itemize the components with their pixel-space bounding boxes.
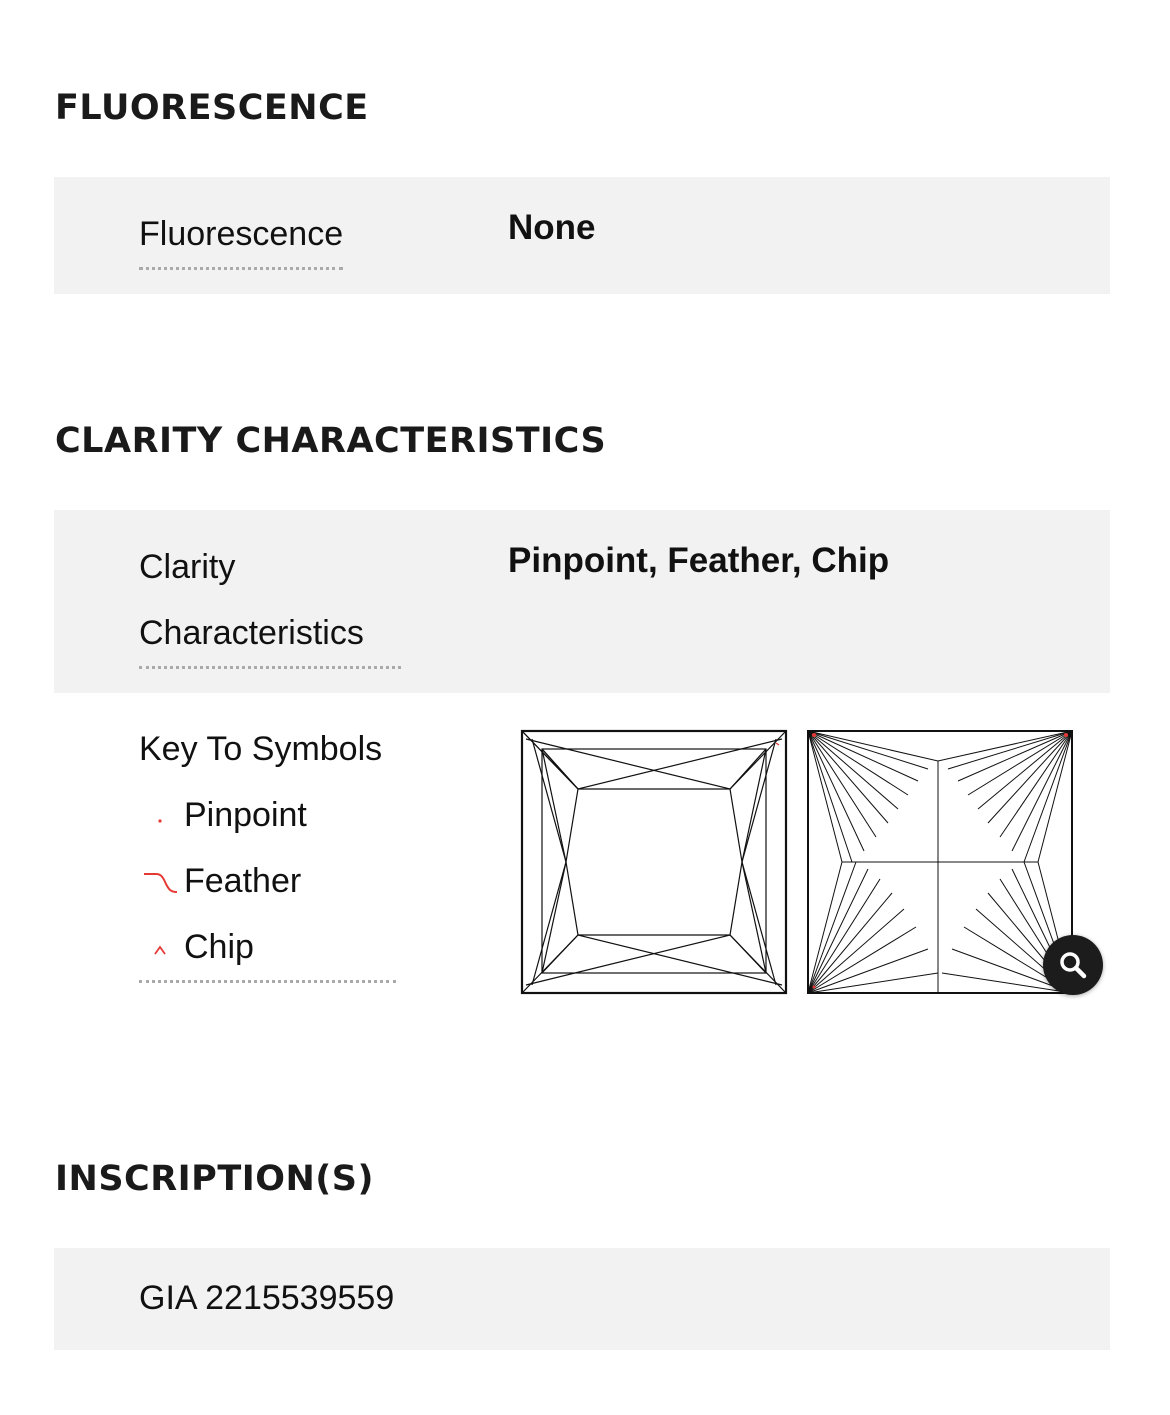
fluorescence-label[interactable]: Fluorescence	[139, 201, 343, 270]
key-label-pinpoint: Pinpoint	[184, 796, 307, 834]
clarity-label-line2: Characteristics	[139, 614, 364, 652]
feather-symbol-icon	[139, 848, 183, 914]
pinpoint-symbol-icon	[139, 782, 183, 848]
key-label-feather: Feather	[184, 862, 302, 900]
key-to-symbols[interactable]	[139, 716, 396, 983]
clarity-characteristics-label[interactable]	[139, 534, 401, 669]
crown-plot-diagram[interactable]	[520, 729, 788, 997]
clarity-section-title: CLARITY CHARACTERISTICS	[55, 421, 607, 461]
fluorescence-section-title: FLUORESCENCE	[55, 88, 369, 128]
zoom-button[interactable]	[1043, 935, 1103, 995]
chip-symbol-icon	[139, 914, 183, 980]
inscription-value: GIA 2215539559	[139, 1279, 395, 1317]
magnifier-icon	[1058, 950, 1088, 980]
key-label-chip: Chip	[184, 928, 254, 966]
key-item-feather	[139, 848, 396, 914]
inscription-row	[54, 1248, 1110, 1350]
inscription-section-title: INSCRIPTION(S)	[55, 1159, 374, 1199]
key-item-chip	[139, 914, 396, 980]
fluorescence-value: None	[508, 208, 596, 247]
key-to-symbols-title: Key To Symbols	[139, 730, 383, 768]
pavilion-plot-diagram[interactable]	[806, 729, 1074, 997]
clarity-row	[54, 510, 1110, 693]
fluorescence-row	[54, 177, 1110, 294]
clarity-label-line1: Clarity	[139, 548, 236, 586]
key-item-pinpoint	[139, 782, 396, 848]
clarity-characteristics-value: Pinpoint, Feather, Chip	[508, 541, 890, 580]
